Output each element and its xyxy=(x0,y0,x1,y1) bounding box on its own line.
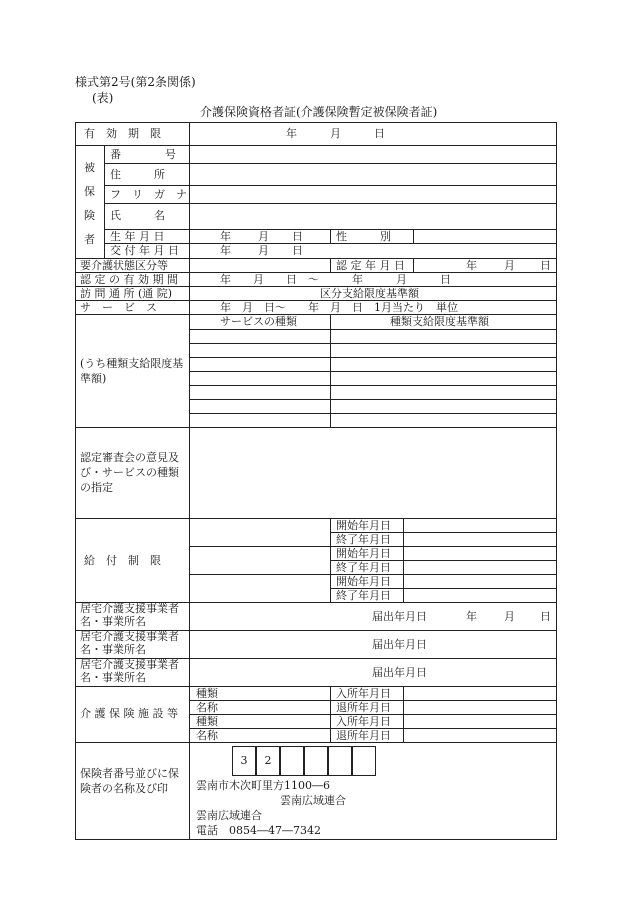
cert-month: 月 xyxy=(504,259,515,272)
issue-date-label: 交 付 年 月 日 xyxy=(110,244,179,257)
restriction-start-2: 開始年月日 xyxy=(336,547,391,560)
furigana-label: フ リ ガ ナ xyxy=(110,188,187,201)
insurer-address: 雲南市木次町里方1100―6 xyxy=(196,779,330,792)
notify-date-3: 届出年月日 xyxy=(372,666,427,679)
restriction-start-1: 開始年月日 xyxy=(336,519,391,532)
discharge-2: 退所年月日 xyxy=(336,729,391,742)
care-level-label: 要介護状態区分等 xyxy=(80,259,168,272)
restriction-end-1: 終了年月日 xyxy=(336,533,391,546)
cert-day: 日 xyxy=(540,259,551,272)
restriction-end-2: 終了年月日 xyxy=(336,561,391,574)
number-label: 番 号 xyxy=(110,148,176,161)
notify-month-1: 月 xyxy=(504,610,515,623)
form-title: 介護保険資格者証(介護保険暫定被保険者証) xyxy=(200,105,438,119)
care-provider-label-2: 居宅介護支援事業者名・事業所名 xyxy=(80,630,179,656)
type-limit-label: (うち種類支給限度基準額) xyxy=(80,357,184,385)
admission-1: 入所年月日 xyxy=(336,687,391,700)
limit-amount-label: 区分支給限度基準額 xyxy=(320,287,419,300)
facility-type-1: 種類 xyxy=(196,687,218,700)
restriction-start-3: 開始年月日 xyxy=(336,575,391,588)
restriction-end-3: 終了年月日 xyxy=(336,589,391,602)
address-label: 住 所 xyxy=(110,168,165,181)
visit-service-label: 訪 問 通 所 (通 院) xyxy=(80,287,173,300)
issue-year: 年 xyxy=(220,244,231,257)
issue-month: 月 xyxy=(258,244,269,257)
valid-period-day: 日 xyxy=(374,127,385,140)
cert-period-label: 認 定 の 有 効 期 間 xyxy=(80,273,178,286)
valid-period-year: 年 xyxy=(286,127,297,140)
birth-day: 日 xyxy=(292,230,303,243)
insurer-digit-6 xyxy=(352,746,376,776)
insurer-phone: 電話 0854―47―7342 xyxy=(196,824,321,837)
cert-year: 年 xyxy=(466,259,477,272)
valid-period-month: 月 xyxy=(330,127,341,140)
service-text: 年 月 日～ 年 月 日 1月当たり 単位 xyxy=(220,301,458,314)
service-label: サ ー ビ ス xyxy=(80,301,157,314)
form-side: (表) xyxy=(92,91,114,105)
admission-2: 入所年月日 xyxy=(336,715,391,728)
insurer-seal-name: 雲南広域連合 xyxy=(280,794,346,807)
benefit-restriction-label: 給 付 制 限 xyxy=(84,554,161,567)
notify-date-2: 届出年月日 xyxy=(372,638,427,651)
cert-date-label: 認 定 年 月 日 xyxy=(336,259,405,272)
insurer-digit-5 xyxy=(328,746,352,776)
valid-period-label: 有 効 期 限 xyxy=(84,127,161,140)
name-label: 氏 名 xyxy=(110,209,165,222)
insurer-label: 保険者番号並びに保険者の名称及び印 xyxy=(80,767,179,795)
care-provider-label-3: 居宅介護支援事業者名・事業所名 xyxy=(80,658,179,684)
birth-month: 月 xyxy=(258,230,269,243)
birth-year: 年 xyxy=(220,230,231,243)
cert-period-text: 年 月 日 ～ 年 月 日 xyxy=(220,273,451,286)
facility-type-2: 種類 xyxy=(196,715,218,728)
insurer-digit-2: 2 xyxy=(256,746,280,776)
sex-label: 性 別 xyxy=(336,230,391,243)
insurer-digit-3 xyxy=(280,746,304,776)
insurer-digit-4 xyxy=(304,746,328,776)
insurer-name: 雲南広域連合 xyxy=(196,809,262,822)
facility-label: 介 護 保 険 施 設 等 xyxy=(80,707,178,720)
birth-date-label: 生 年 月 日 xyxy=(110,230,165,243)
facility-name-2: 名称 xyxy=(196,729,218,742)
care-provider-label-1: 居宅介護支援事業者名・事業所名 xyxy=(80,602,179,628)
type-limit-header: 種類支給限度基準額 xyxy=(390,315,489,328)
insured-person-vertical-label: 被保険者 xyxy=(84,161,95,246)
service-type-header: サービスの種類 xyxy=(220,315,297,328)
issue-day: 日 xyxy=(292,244,303,257)
insurer-digit-1: 3 xyxy=(232,746,256,776)
opinion-label: 認定審査会の意見及び・サービスの種類の指定 xyxy=(80,451,179,494)
form-number: 様式第2号(第2条関係) xyxy=(75,75,196,89)
notify-date-1: 届出年月日 xyxy=(372,610,427,623)
discharge-1: 退所年月日 xyxy=(336,701,391,714)
facility-name-1: 名称 xyxy=(196,701,218,714)
notify-year-1: 年 xyxy=(466,610,477,623)
notify-day-1: 日 xyxy=(540,610,551,623)
